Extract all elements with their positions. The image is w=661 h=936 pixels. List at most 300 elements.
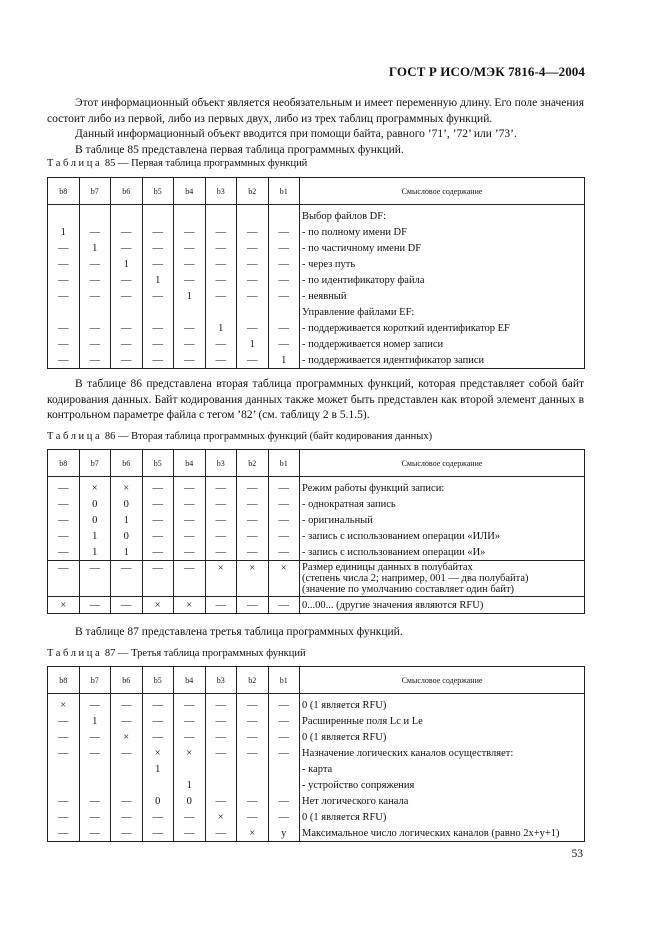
bit-cell: —: [79, 272, 111, 288]
bit-cell: —: [79, 745, 111, 761]
bit-cell: 0: [79, 496, 111, 512]
bit-cell: —: [79, 729, 111, 745]
bit-cell: —: [48, 729, 80, 745]
meaning-line: Размер единицы данных в полубайтах: [302, 562, 473, 573]
bit-cell: —: [79, 288, 111, 304]
bit-cell: —: [174, 713, 206, 729]
caption-text: 86 — Вторая таблица программных функций (байт кодирования данных): [104, 431, 433, 442]
meaning-cell: Выбор файлов DF:: [300, 208, 585, 224]
bit-cell: —: [237, 512, 269, 528]
bit-cell: ×: [142, 745, 174, 761]
bit-cell: —: [205, 288, 237, 304]
meaning-cell: - поддерживается короткий идентификатор EF: [300, 320, 585, 336]
bit-cell: —: [111, 352, 143, 369]
column-header-b3: b3: [205, 667, 237, 694]
bit-cell: —: [48, 745, 80, 761]
bit-cell: —: [48, 544, 80, 561]
column-header-meaning: Смысловое содержание: [300, 450, 585, 477]
bit-cell: —: [79, 561, 111, 597]
bit-cell: —: [48, 272, 80, 288]
bit-cell: —: [142, 512, 174, 528]
page-number: 53: [571, 848, 583, 860]
table86-caption: [47, 431, 432, 442]
bit-cell: 1: [174, 777, 206, 793]
table-row: [48, 240, 585, 256]
bit-cell: —: [205, 352, 237, 369]
bit-cell: [111, 208, 143, 224]
meaning-cell: - по частичному имени DF: [300, 240, 585, 256]
meaning-cell: Расширенные поля Lc и Le: [300, 713, 585, 729]
bit-cell: [48, 761, 80, 777]
column-header-b7: b7: [79, 450, 111, 477]
bit-cell: ×: [111, 480, 143, 496]
bit-cell: —: [48, 288, 80, 304]
bit-cell: —: [142, 809, 174, 825]
bit-cell: —: [48, 561, 80, 597]
bit-cell: —: [237, 729, 269, 745]
bit-cell: —: [205, 697, 237, 713]
bit-cell: —: [268, 713, 300, 729]
middle-text-2: [47, 625, 584, 641]
bit-cell: —: [268, 544, 300, 561]
bit-cell: —: [174, 561, 206, 597]
bit-cell: —: [174, 496, 206, 512]
meaning-cell: - неявный: [300, 288, 585, 304]
bit-cell: —: [268, 729, 300, 745]
bit-cell: [268, 304, 300, 320]
bit-cell: —: [205, 336, 237, 352]
column-header-b6: b6: [111, 450, 143, 477]
middle-text: [47, 377, 584, 424]
column-header-b5: b5: [142, 667, 174, 694]
bit-cell: ×: [174, 597, 206, 614]
bit-cell: —: [174, 240, 206, 256]
bit-cell: —: [237, 240, 269, 256]
bit-cell: 1: [79, 528, 111, 544]
bit-cell: —: [111, 745, 143, 761]
meaning-cell: Управление файлами EF:: [300, 304, 585, 320]
column-header-b4: b4: [174, 450, 206, 477]
bit-cell: 1: [111, 256, 143, 272]
table-row: [48, 256, 585, 272]
meaning-cell: 0 (1 является RFU): [300, 729, 585, 745]
bit-cell: [205, 777, 237, 793]
column-header-b7: b7: [79, 667, 111, 694]
bit-cell: —: [205, 256, 237, 272]
bit-cell: —: [205, 597, 237, 614]
bit-cell: —: [142, 713, 174, 729]
meaning-cell: - поддерживается идентификатор записи: [300, 352, 585, 369]
bit-cell: —: [79, 352, 111, 369]
meaning-cell: - по полному имени DF: [300, 224, 585, 240]
bit-cell: —: [142, 352, 174, 369]
column-header-b2: b2: [237, 450, 269, 477]
bit-cell: —: [237, 480, 269, 496]
meaning-cell: - карта: [300, 761, 585, 777]
bit-cell: —: [205, 224, 237, 240]
bit-cell: —: [111, 597, 143, 614]
bit-cell: —: [174, 256, 206, 272]
meaning-cell: - по идентификатору файла: [300, 272, 585, 288]
bit-cell: 0: [111, 496, 143, 512]
bit-cell: ×: [111, 729, 143, 745]
bit-cell: [237, 761, 269, 777]
bit-cell: [48, 208, 80, 224]
bit-cell: —: [79, 809, 111, 825]
table-row: [48, 272, 585, 288]
bit-cell: [205, 208, 237, 224]
bit-cell: 0: [142, 793, 174, 809]
bit-cell: 1: [268, 352, 300, 369]
bit-cell: —: [268, 480, 300, 496]
bit-cell: —: [48, 528, 80, 544]
bit-cell: —: [174, 825, 206, 842]
bit-cell: —: [79, 336, 111, 352]
bit-cell: —: [48, 512, 80, 528]
table-row: [48, 777, 585, 793]
column-header-b3: b3: [205, 450, 237, 477]
caption-text: 85 — Первая таблица программных функций: [104, 158, 308, 169]
bit-cell: —: [268, 256, 300, 272]
bit-cell: [79, 761, 111, 777]
bit-cell: —: [48, 809, 80, 825]
meaning-cell: 0 (1 является RFU): [300, 809, 585, 825]
bit-cell: —: [142, 825, 174, 842]
bit-cell: —: [237, 745, 269, 761]
column-header-b8: b8: [48, 667, 80, 694]
bit-cell: —: [237, 288, 269, 304]
bit-cell: —: [268, 745, 300, 761]
table-86: [47, 449, 585, 614]
column-header-b1: b1: [268, 450, 300, 477]
bit-cell: 0: [174, 793, 206, 809]
bit-cell: —: [237, 224, 269, 240]
table-row: [48, 809, 585, 825]
table-row: [48, 352, 585, 369]
bit-cell: —: [268, 224, 300, 240]
bit-cell: —: [111, 713, 143, 729]
intro-paragraph-1: Этот информационный объект является необязательным и имеет переменную длину. Его поле значения состоит либо из первой, либо из первых двух, либо из трех таблиц программных функций.: [47, 97, 584, 125]
bit-cell: 1: [111, 512, 143, 528]
table-row: [48, 597, 585, 614]
bit-cell: —: [48, 713, 80, 729]
column-header-meaning: Смысловое содержание: [300, 178, 585, 205]
table-row: [48, 320, 585, 336]
bit-cell: —: [205, 480, 237, 496]
bit-cell: —: [237, 809, 269, 825]
bit-cell: 1: [79, 544, 111, 561]
bit-cell: [111, 304, 143, 320]
bit-cell: —: [237, 528, 269, 544]
meaning-cell: Назначение логических каналов осуществляет:: [300, 745, 585, 761]
table-row: [48, 544, 585, 561]
table-row: [48, 793, 585, 809]
bit-cell: —: [79, 256, 111, 272]
bit-cell: [174, 304, 206, 320]
table-header-row: [48, 178, 585, 205]
bit-cell: —: [174, 544, 206, 561]
bit-cell: 0: [79, 512, 111, 528]
bit-cell: —: [237, 256, 269, 272]
bit-cell: —: [237, 697, 269, 713]
bit-cell: —: [48, 793, 80, 809]
column-header-b3: b3: [205, 178, 237, 205]
bit-cell: ×: [142, 597, 174, 614]
bit-cell: —: [174, 809, 206, 825]
bit-cell: —: [268, 597, 300, 614]
bit-cell: —: [268, 496, 300, 512]
bit-cell: —: [79, 793, 111, 809]
bit-cell: —: [205, 544, 237, 561]
meaning-cell: 0 (1 является RFU): [300, 697, 585, 713]
bit-cell: —: [205, 240, 237, 256]
bit-cell: —: [48, 256, 80, 272]
table-row: [48, 729, 585, 745]
bit-cell: —: [111, 320, 143, 336]
bit-cell: [142, 304, 174, 320]
bit-cell: —: [111, 697, 143, 713]
column-header-b4: b4: [174, 178, 206, 205]
bit-cell: [237, 777, 269, 793]
bit-cell: —: [111, 809, 143, 825]
bit-cell: —: [111, 793, 143, 809]
bit-cell: —: [205, 512, 237, 528]
bit-cell: —: [48, 480, 80, 496]
bit-cell: —: [48, 825, 80, 842]
intro-paragraph-2: Данный информационный объект вводится при помощи байта, равного ’71’, ’72’ или ’73’.: [75, 128, 517, 140]
bit-cell: —: [142, 336, 174, 352]
table-85: [47, 177, 585, 369]
bit-cell: —: [268, 288, 300, 304]
bit-cell: —: [48, 496, 80, 512]
table-row: [48, 528, 585, 544]
bit-cell: —: [111, 288, 143, 304]
bit-cell: 1: [48, 224, 80, 240]
bit-cell: —: [174, 512, 206, 528]
meaning-cell: Нет логического канала: [300, 793, 585, 809]
caption-prefix: Таблица: [47, 648, 103, 659]
bit-cell: —: [142, 240, 174, 256]
bit-cell: ×: [205, 809, 237, 825]
table-87: [47, 666, 585, 842]
bit-cell: 1: [142, 761, 174, 777]
bit-cell: —: [205, 713, 237, 729]
table-row: [48, 480, 585, 496]
meaning-cell: [300, 561, 585, 597]
bit-cell: —: [142, 544, 174, 561]
bit-cell: [174, 761, 206, 777]
bit-cell: —: [174, 272, 206, 288]
bit-cell: —: [268, 320, 300, 336]
bit-cell: [142, 208, 174, 224]
bit-cell: [205, 761, 237, 777]
bit-cell: 1: [142, 272, 174, 288]
bit-cell: —: [142, 528, 174, 544]
bit-cell: —: [174, 697, 206, 713]
meaning-cell: - оригинальный: [300, 512, 585, 528]
bit-cell: —: [268, 793, 300, 809]
table-row: [48, 512, 585, 528]
bit-cell: —: [205, 528, 237, 544]
bit-cell: —: [174, 320, 206, 336]
table-row: [48, 336, 585, 352]
bit-cell: —: [142, 496, 174, 512]
column-header-b6: b6: [111, 178, 143, 205]
bit-cell: 1: [237, 336, 269, 352]
bit-cell: —: [174, 528, 206, 544]
bit-cell: [79, 777, 111, 793]
column-header-b6: b6: [111, 667, 143, 694]
bit-cell: —: [48, 320, 80, 336]
bit-cell: —: [205, 496, 237, 512]
bit-cell: ×: [48, 597, 80, 614]
intro-paragraph-3: В таблице 85 представлена первая таблица программных функций.: [75, 143, 404, 156]
bit-cell: у: [268, 825, 300, 842]
bit-cell: 0: [111, 528, 143, 544]
meaning-line: (значение по умолчанию составляет один байт): [302, 584, 515, 595]
bit-cell: —: [142, 288, 174, 304]
bit-cell: —: [237, 320, 269, 336]
table-header-row: [48, 450, 585, 477]
bit-cell: —: [79, 597, 111, 614]
column-header-b5: b5: [142, 178, 174, 205]
bit-cell: —: [268, 336, 300, 352]
bit-cell: [268, 761, 300, 777]
bit-cell: —: [268, 240, 300, 256]
column-header-b8: b8: [48, 178, 80, 205]
bit-cell: 1: [79, 240, 111, 256]
bit-cell: —: [142, 729, 174, 745]
bit-cell: ×: [237, 825, 269, 842]
bit-cell: —: [268, 512, 300, 528]
table87-caption: [47, 648, 306, 659]
bit-cell: —: [237, 713, 269, 729]
table-row: [48, 713, 585, 729]
bit-cell: —: [268, 272, 300, 288]
bit-cell: —: [79, 825, 111, 842]
bit-cell: —: [237, 597, 269, 614]
table-row: [48, 825, 585, 842]
bit-cell: —: [142, 256, 174, 272]
bit-cell: —: [205, 825, 237, 842]
bit-cell: [79, 304, 111, 320]
bit-cell: 1: [79, 713, 111, 729]
column-header-b2: b2: [237, 667, 269, 694]
bit-cell: 1: [174, 288, 206, 304]
bit-cell: [237, 208, 269, 224]
document-header: ГОСТ Р ИСО/МЭК 7816-4—2004: [388, 64, 585, 79]
bit-cell: 1: [111, 544, 143, 561]
bit-cell: —: [205, 729, 237, 745]
bit-cell: —: [48, 352, 80, 369]
bit-cell: —: [205, 793, 237, 809]
bit-cell: —: [142, 561, 174, 597]
table-row: [48, 745, 585, 761]
bit-cell: —: [268, 697, 300, 713]
bit-cell: —: [237, 793, 269, 809]
column-header-b2: b2: [237, 178, 269, 205]
bit-cell: [79, 208, 111, 224]
bit-cell: ×: [48, 697, 80, 713]
bit-cell: 1: [205, 320, 237, 336]
caption-prefix: Таблица: [47, 431, 103, 442]
bit-cell: —: [142, 480, 174, 496]
table-row: [48, 496, 585, 512]
table-row: [48, 224, 585, 240]
meaning-cell: - однократная запись: [300, 496, 585, 512]
bit-cell: —: [237, 544, 269, 561]
middle-paragraph-2: В таблице 87 представлена третья таблица программных функций.: [75, 626, 403, 638]
caption-prefix: Таблица: [47, 158, 103, 169]
bit-cell: —: [111, 272, 143, 288]
column-header-b1: b1: [268, 667, 300, 694]
bit-cell: ×: [268, 561, 300, 597]
column-header-meaning: Смысловое содержание: [300, 667, 585, 694]
bit-cell: —: [48, 240, 80, 256]
table-row: [48, 561, 585, 597]
bit-cell: —: [79, 224, 111, 240]
table-row: [48, 761, 585, 777]
bit-cell: [174, 208, 206, 224]
meaning-cell: Максимальное число логических каналов (равно 2x+y+1): [300, 825, 585, 842]
caption-text: 87 — Третья таблица программных функций: [104, 648, 306, 659]
column-header-b1: b1: [268, 178, 300, 205]
bit-cell: [111, 777, 143, 793]
bit-cell: [142, 777, 174, 793]
bit-cell: —: [142, 697, 174, 713]
bit-cell: [111, 761, 143, 777]
bit-cell: —: [237, 496, 269, 512]
column-header-b8: b8: [48, 450, 80, 477]
table-row: [48, 288, 585, 304]
bit-cell: [48, 777, 80, 793]
bit-cell: —: [111, 240, 143, 256]
table-row: [48, 208, 585, 224]
meaning-cell: - запись с использованием операции «ИЛИ»: [300, 528, 585, 544]
meaning-line: (степень числа 2; например, 001 — два полубайта): [302, 573, 529, 584]
column-header-b4: b4: [174, 667, 206, 694]
bit-cell: —: [79, 697, 111, 713]
meaning-cell: Режим работы функций записи:: [300, 480, 585, 496]
table-row: [48, 697, 585, 713]
middle-paragraph: В таблице 86 представлена вторая таблица программных функций, которая представляет собой байт кодирования данных. Байт кодирования данных также может быть представлен как второй элемент данных в контрольном параметре файла с тегом ’82’ (см. таблицу 2 в 5.1.5).: [47, 378, 584, 421]
bit-cell: ×: [174, 745, 206, 761]
table-header-row: [48, 667, 585, 694]
meaning-cell: - запись с использованием операции «И»: [300, 544, 585, 561]
intro-text: [47, 96, 584, 158]
bit-cell: [237, 304, 269, 320]
table85-caption: [47, 158, 307, 169]
bit-cell: ×: [205, 561, 237, 597]
meaning-cell: - устройство сопряжения: [300, 777, 585, 793]
bit-cell: —: [79, 320, 111, 336]
table-row: [48, 304, 585, 320]
meaning-cell: - через путь: [300, 256, 585, 272]
bit-cell: —: [237, 352, 269, 369]
bit-cell: —: [205, 745, 237, 761]
meaning-cell: 0...00... (другие значения являются RFU): [300, 597, 585, 614]
meaning-cell: - поддерживается номер записи: [300, 336, 585, 352]
column-header-b7: b7: [79, 178, 111, 205]
bit-cell: —: [174, 224, 206, 240]
bit-cell: ×: [237, 561, 269, 597]
bit-cell: —: [111, 224, 143, 240]
bit-cell: —: [174, 480, 206, 496]
bit-cell: —: [174, 336, 206, 352]
bit-cell: —: [174, 729, 206, 745]
bit-cell: [268, 777, 300, 793]
bit-cell: [268, 208, 300, 224]
